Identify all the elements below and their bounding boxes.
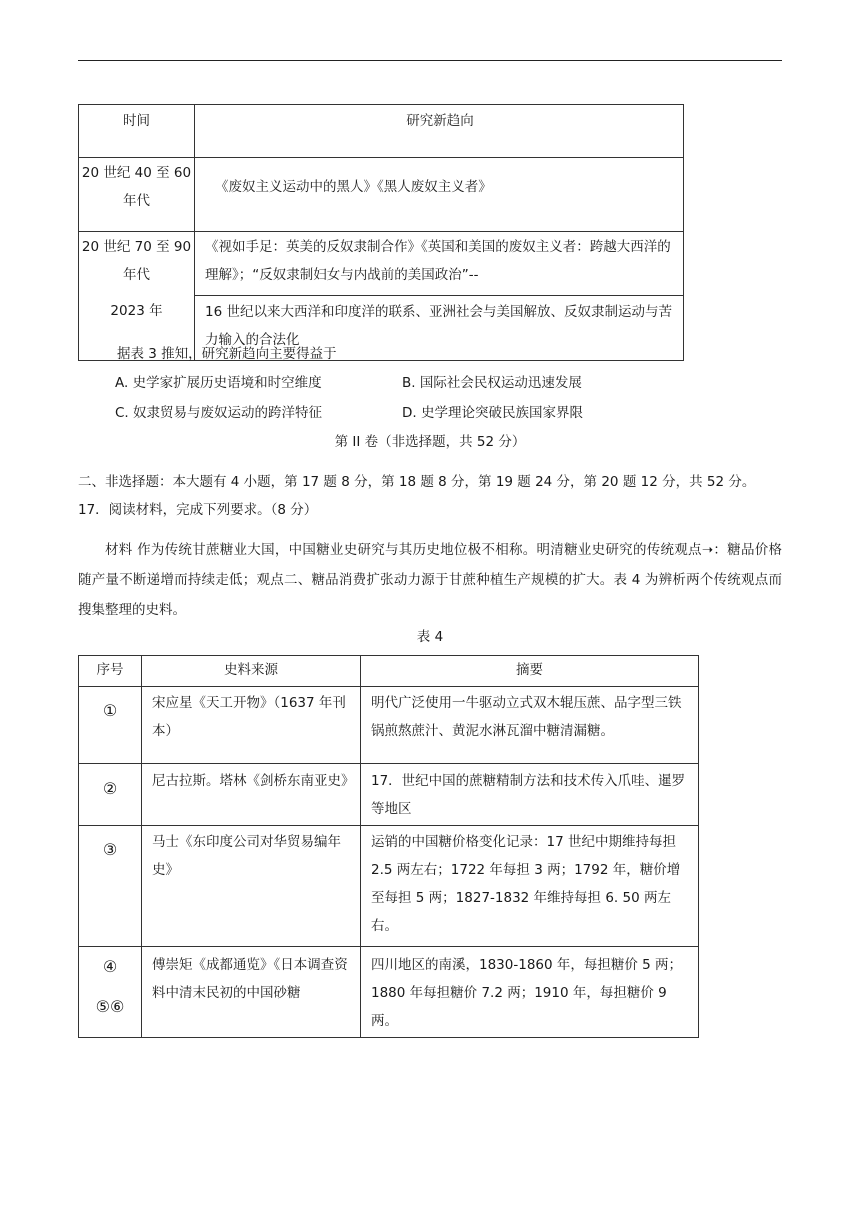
source-cell: 尼古拉斯。塔林《剑桥东南亚史》 (142, 764, 361, 826)
source-cell: 宋应星《天工开物》（1637 年刊本） (142, 687, 361, 764)
trend-cell: 《废奴主义运动中的黑人》《黑人废奴主义者》 (195, 158, 684, 232)
time-text: 2023 年 (110, 303, 163, 319)
material-paragraph: 材料 作为传统甘蔗糖业大国，中国糖业史研究与其历史地位极不相称。明清糖业史研究的传统观点➝：糖品价格随产量不断递增而持续走低；观点二、糖品消费扩张动力源于甘蔗种植生产规模的扩大。表 4 为辨析两个传统观点而搜集整理的史料。 (78, 542, 782, 618)
table-row (79, 826, 699, 947)
table-row (79, 687, 699, 764)
option-a: A. 史学家扩展历史语境和时空维度 (115, 375, 322, 391)
header-time: 时间 (79, 105, 195, 158)
option-b: B. 国际社会民权运动迅速发展 (402, 375, 582, 391)
row-number: ③ (102, 840, 118, 859)
no-cell (79, 687, 142, 764)
table-4-caption: 表 4 (416, 629, 444, 645)
time-cell (79, 232, 195, 361)
trend-cell: 16 世纪以来大西洋和印度洋的联系、亚洲社会与美国解放、反奴隶制运动与苦力输入的合法化 (195, 296, 684, 361)
time-text: 20 世纪 70 至 90 年代 (81, 239, 192, 283)
header-rule (78, 60, 782, 61)
trend-cell: 《视如手足：英美的反奴隶制合作》《英国和美国的废奴主义者：跨越大西洋的理解》；“反奴隶制妇女与内战前的美国政治”-- (195, 232, 684, 296)
option-d: D. 史学理论突破民族国家界限 (402, 405, 583, 421)
header-trend: 研究新趋向 (195, 105, 684, 158)
summary-cell: 运销的中国糖价格变化记录：17 世纪中期维持每担 2.5 两左右；1722 年每担 3 两；1792 年，糖价增至每担 5 两；1827-1832 年维持每担 6. 50 两左右。 (361, 826, 699, 947)
header-source: 史料来源 (142, 656, 361, 687)
summary-cell: 明代广泛使用一牛驱动立式双木辊压蔗、品字型三铁锅煎熬蔗汁、黄泥水淋瓦溜中糖清漏糖。 (361, 687, 699, 764)
table-row (79, 764, 699, 826)
section-intro: 二、非选择题：本大题有 4 小题，第 17 题 8 分，第 18 题 8 分，第 19 题 24 分，第 20 题 12 分，共 52 分。 (78, 474, 756, 490)
summary-cell: 17．世纪中国的蔗糖精制方法和技术传入爪哇、暹罗等地区 (361, 764, 699, 826)
row-number: ⑤⑥ (95, 997, 125, 1016)
time-cell: 20 世纪 40 至 60 年代 (79, 158, 195, 232)
source-cell: 马士《东印度公司对华贸易编年史》 (142, 826, 361, 947)
section-title: 第 II 卷（非选择题，共 52 分） (334, 434, 526, 450)
table-row (79, 158, 684, 232)
no-cell (79, 947, 142, 1038)
table-row (79, 947, 699, 1038)
table-row (79, 232, 684, 296)
source-cell: 傅崇矩《成都通览》《日本调查资料中清末民初的中国砂糖 (142, 947, 361, 1038)
question-17-title: 17．阅读材料，完成下列要求。（8 分） (78, 502, 318, 518)
row-number: ② (102, 779, 118, 798)
header-no: 序号 (79, 656, 142, 687)
table-4 (78, 655, 699, 1038)
row-number: ④ (102, 957, 118, 976)
table-header-row (79, 105, 684, 158)
summary-cell: 四川地区的南溪，1830-1860 年，每担糖价 5 两；1880 年每担糖价 7.2 两；1910 年，每担糖价 9 两。 (361, 947, 699, 1038)
no-cell (79, 826, 142, 947)
question-stem: 据表 3 推知，研究新趋向主要得益于 (117, 346, 337, 362)
no-cell (79, 764, 142, 826)
option-c: C. 奴隶贸易与废奴运动的跨洋特征 (115, 405, 323, 421)
table-header-row (79, 656, 699, 687)
table-3 (78, 104, 684, 361)
header-summary: 摘要 (361, 656, 699, 687)
row-number: ① (102, 701, 118, 720)
